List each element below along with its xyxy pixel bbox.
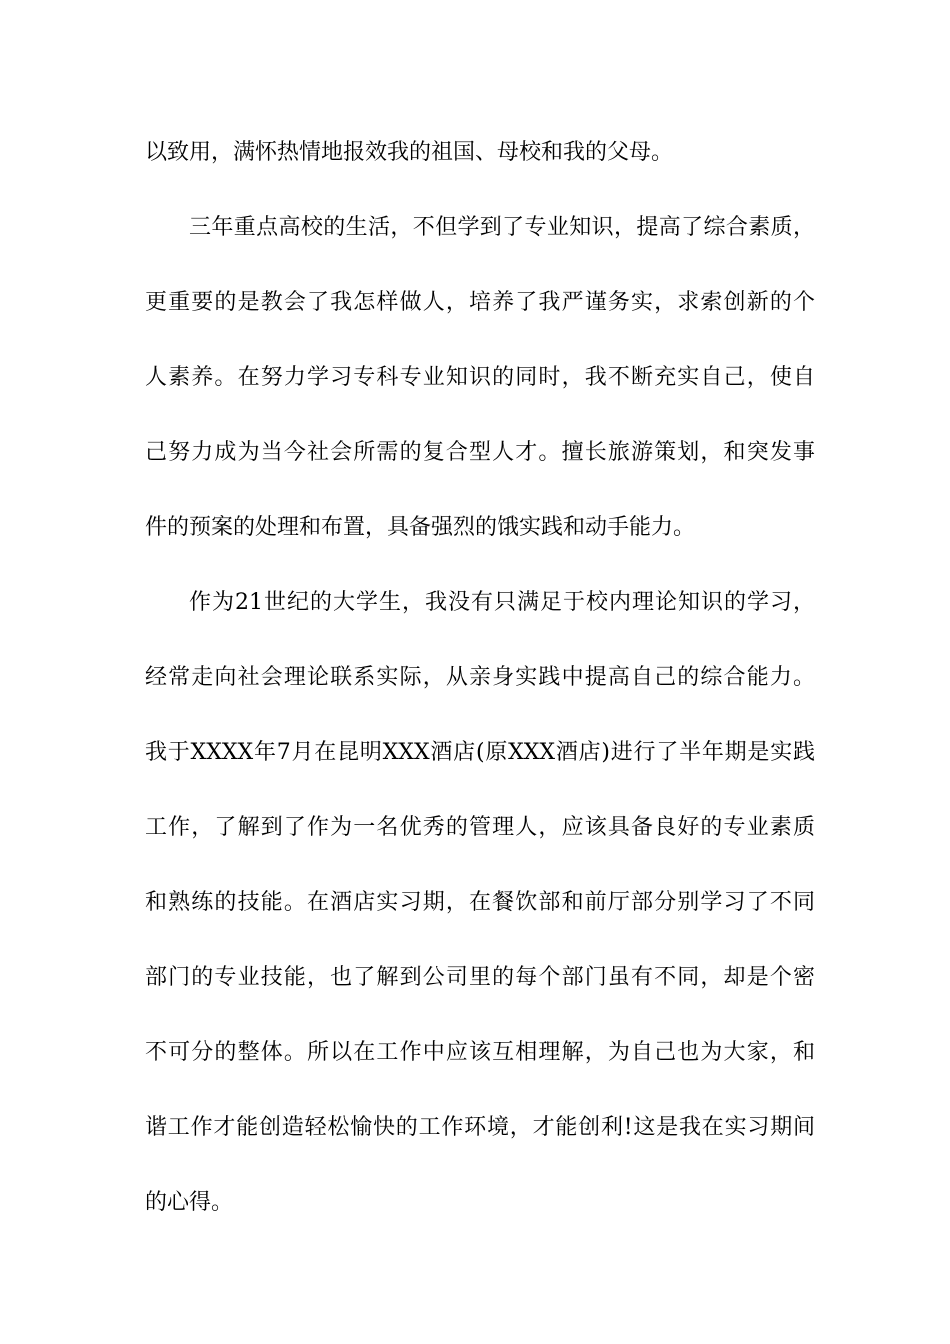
- text-line: 件的预案的处理和布置，具备强烈的饿实践和动手能力。: [145, 515, 696, 540]
- paragraph-start-line: 作为21世纪的大学生，我没有只满足于校内理论知识的学习，: [189, 590, 815, 615]
- paragraph-start-line: 三年重点高校的生活，不但学到了专业知识，提高了综合素质，: [189, 215, 815, 240]
- text-line: 的心得。: [145, 1190, 234, 1215]
- text-line: 部门的专业技能，也了解到公司里的每个部门虽有不同，却是个密: [145, 965, 815, 990]
- text-line: 不可分的整体。所以在工作中应该互相理解，为自己也为大家，和: [145, 1040, 815, 1065]
- text-line: 工作，了解到了作为一名优秀的管理人，应该具备良好的专业素质: [145, 815, 815, 840]
- text-line: 和熟练的技能。在酒店实习期，在餐饮部和前厅部分别学习了不同: [145, 890, 815, 915]
- document-body: [145, 132, 815, 1257]
- text-line: 以致用，满怀热情地报效我的祖国、母校和我的父母。: [145, 140, 674, 165]
- text-line: 谐工作才能创造轻松愉快的工作环境，才能创利!这是我在实习期间: [145, 1115, 815, 1140]
- text-line: 我于XXXX年7月在昆明XXX酒店(原XXX酒店)进行了半年期是实践: [145, 740, 815, 765]
- text-line: 更重要的是教会了我怎样做人，培养了我严谨务实，求索创新的个: [145, 290, 815, 315]
- text-line: 人素养。在努力学习专科专业知识的同时，我不断充实自己，使自: [145, 365, 815, 390]
- text-line: 己努力成为当今社会所需的复合型人才。擅长旅游策划，和突发事: [145, 440, 815, 465]
- text-line: 经常走向社会理论联系实际，从亲身实践中提高自己的综合能力。: [145, 665, 815, 690]
